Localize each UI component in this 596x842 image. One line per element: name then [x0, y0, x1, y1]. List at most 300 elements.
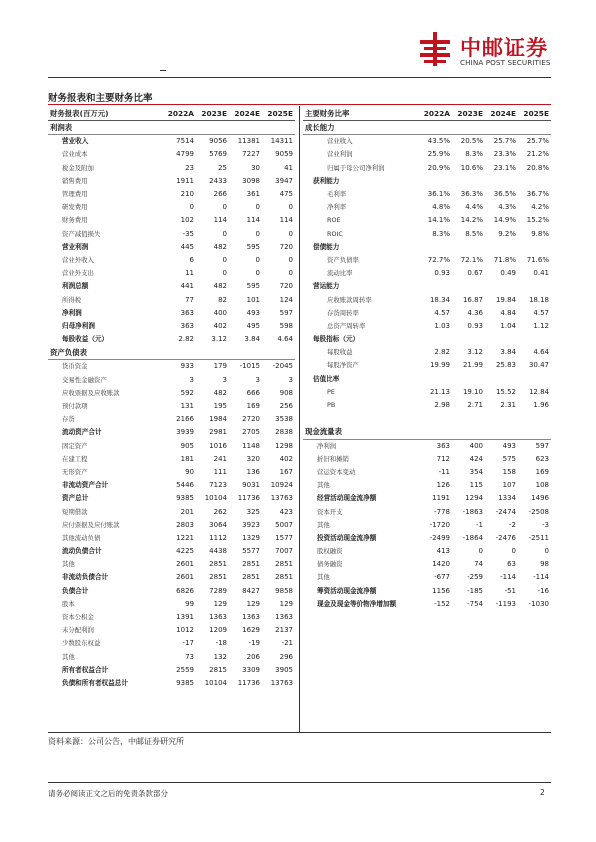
section-row: [303, 425, 551, 439]
cell-value: [229, 346, 262, 360]
table-row: [303, 214, 551, 227]
cell-value: 14.2%: [460, 216, 483, 225]
cell-value: 25: [218, 163, 227, 172]
cell-value: 400: [213, 308, 227, 317]
cell-value: 21.2%: [526, 150, 549, 159]
footer-divider: [48, 782, 551, 783]
column-divider: [299, 106, 300, 732]
row-label: 利润总额: [62, 282, 89, 291]
cell-value: 14.9%: [493, 216, 516, 225]
cell-value: 3064: [209, 520, 227, 529]
logo-text-cn: 中邮证券: [460, 36, 548, 60]
cell-value: 158: [502, 467, 516, 476]
row-label: 预付款项: [62, 402, 88, 411]
cell-value: 6826: [176, 586, 194, 595]
cell-value: [485, 425, 518, 439]
cell-value: 74: [474, 560, 483, 569]
cell-value: 2851: [209, 573, 227, 582]
cell-value: 1391: [176, 613, 194, 622]
row-label: 净利率: [327, 203, 347, 212]
cell-value: 4.2%: [531, 203, 549, 212]
table-row: [48, 532, 295, 545]
cell-value: -2511: [528, 533, 549, 542]
cell-value: 424: [469, 454, 483, 463]
cell-value: 666: [246, 388, 260, 397]
cell-value: [229, 121, 262, 135]
cell-value: 400: [469, 441, 483, 450]
cell-value: 2601: [176, 573, 194, 582]
cell-value: 129: [246, 599, 260, 608]
table-row: [48, 293, 295, 306]
cell-value: -19: [248, 639, 260, 648]
cell-value: 1.96: [533, 401, 549, 410]
cell-value: 0: [255, 255, 260, 264]
cell-value: -1864: [462, 533, 483, 542]
row-label: 归母净利润: [62, 321, 95, 330]
row-label: 应收票据及应收账款: [62, 388, 120, 397]
cell-value: -1015: [239, 362, 260, 371]
header-year: 2025E: [518, 106, 551, 121]
cell-value: 4.3%: [498, 203, 516, 212]
cell-value: 72.7%: [427, 255, 450, 264]
cell-value: 101: [246, 295, 260, 304]
cell-value: -1720: [429, 520, 450, 529]
cell-value: -114: [500, 573, 516, 582]
cell-value: 933: [180, 362, 194, 371]
cell-value: 3: [255, 375, 260, 384]
source-note: 资料来源：公司公告，中邮证券研究所: [48, 737, 184, 746]
row-label: 非流动资产合计: [62, 481, 109, 490]
cell-value: 206: [246, 652, 260, 661]
cell-value: 99: [185, 599, 194, 608]
table-row: [303, 466, 551, 479]
cell-value: 10924: [270, 481, 293, 490]
row-label: 营业外支出: [62, 269, 94, 278]
cell-value: [419, 241, 452, 254]
cell-value: -18: [215, 639, 227, 648]
cell-value: 3098: [242, 176, 260, 185]
row-label: 资产负债率: [327, 255, 359, 264]
table-row: [48, 360, 295, 374]
cell-value: 712: [436, 454, 450, 463]
cell-value: -51: [504, 586, 516, 595]
header-year: 2023E: [196, 106, 229, 121]
cell-value: 4.4%: [465, 203, 483, 212]
cell-value: 195: [213, 402, 227, 411]
table-row: [48, 545, 295, 558]
row-label: 应收账款周转率: [327, 295, 372, 304]
cell-value: 7123: [209, 481, 227, 490]
table-row: [303, 571, 551, 584]
row-label: PE: [327, 387, 335, 396]
row-label: 货币资金: [62, 362, 88, 371]
table-row: [48, 426, 295, 439]
cell-value: 1363: [275, 613, 293, 622]
cell-value: 9385: [176, 678, 194, 687]
table-row: [48, 519, 295, 532]
cell-value: 12.84: [528, 387, 549, 396]
row-label: 所有者权益合计: [62, 665, 109, 674]
row-label: 归属于母公司净利润: [327, 163, 385, 172]
cell-value: 363: [180, 308, 194, 317]
table-row: [48, 664, 295, 677]
cell-value: 595: [246, 242, 260, 251]
cell-value: [485, 175, 518, 188]
cell-value: 25.7%: [493, 137, 516, 146]
cell-value: 2851: [242, 573, 260, 582]
cell-value: 262: [213, 507, 227, 516]
table-row: [48, 188, 295, 201]
cell-value: [196, 121, 229, 135]
cell-value: -2508: [528, 507, 549, 516]
cell-value: 11736: [237, 494, 260, 503]
row-label: 其他: [317, 520, 330, 529]
cell-value: 2601: [176, 560, 194, 569]
table-row: [303, 519, 551, 532]
row-label: PB: [327, 401, 336, 410]
row-label: 流动资产合计: [62, 428, 102, 437]
table-row: [48, 400, 295, 413]
cell-value: 0: [255, 269, 260, 278]
cell-value: 0: [255, 203, 260, 212]
cell-value: [485, 121, 518, 135]
cell-value: 2559: [176, 665, 194, 674]
row-label: 资本公积金: [62, 613, 94, 622]
table-row: [48, 585, 295, 598]
table-row: [48, 333, 295, 346]
cell-value: 115: [469, 481, 483, 490]
row-label: 存货周转率: [327, 308, 359, 317]
cell-value: 4225: [176, 547, 194, 556]
cell-value: [518, 175, 551, 188]
cell-value: 21.99: [462, 361, 483, 370]
cell-value: 201: [180, 507, 194, 516]
cell-value: [262, 346, 295, 360]
table-row: [48, 241, 295, 254]
cell-value: -35: [182, 229, 194, 238]
table-row: [303, 267, 551, 280]
row-label: 交易性金融资产: [62, 375, 107, 384]
cell-value: 23.3%: [493, 150, 516, 159]
cell-value: -1193: [495, 599, 516, 608]
table-row: [48, 651, 295, 664]
cell-value: 5577: [242, 547, 260, 556]
cell-value: 72.1%: [460, 255, 483, 264]
cell-value: 598: [279, 321, 293, 330]
cell-value: 0: [222, 269, 227, 278]
row-label: 在建工程: [62, 454, 88, 463]
table-row: [48, 162, 295, 175]
cell-value: [518, 241, 551, 254]
cell-value: 21.13: [429, 387, 450, 396]
cell-value: 363: [436, 441, 450, 450]
table-row: [48, 611, 295, 624]
cell-value: 11: [185, 269, 194, 278]
table-row: [48, 307, 295, 320]
table-row: [48, 598, 295, 611]
cell-value: 720: [279, 282, 293, 291]
cell-value: 2.98: [434, 401, 450, 410]
row-label: ROIC: [327, 229, 343, 238]
row-label: 营业收入: [62, 137, 89, 146]
cell-value: [262, 121, 295, 135]
header-year: 2022A: [419, 106, 452, 121]
row-label: 营业成本: [62, 150, 88, 159]
cell-value: [518, 373, 551, 386]
cell-value: 0.67: [467, 269, 483, 278]
cell-value: 15.52: [495, 387, 516, 396]
table-row: [303, 373, 551, 386]
cell-value: 19.10: [462, 387, 483, 396]
table-row: [303, 558, 551, 571]
cell-value: 423: [279, 507, 293, 516]
cell-value: 4.57: [533, 308, 549, 317]
table-row: [303, 412, 551, 425]
cell-value: -2045: [272, 362, 293, 371]
cell-value: 597: [279, 308, 293, 317]
cell-value: 482: [213, 388, 227, 397]
cell-value: 7289: [209, 586, 227, 595]
cell-value: 1156: [432, 586, 450, 595]
table-row: [303, 201, 551, 214]
cell-value: 441: [180, 282, 194, 291]
cell-value: -1: [476, 520, 483, 529]
cell-value: -2476: [495, 533, 516, 542]
cell-value: 2838: [275, 428, 293, 437]
cell-value: 179: [213, 362, 227, 371]
cell-value: 0: [288, 269, 293, 278]
cell-value: 2.82: [178, 335, 194, 344]
row-label: 每股净资产: [327, 361, 359, 370]
row-label: 所得税: [62, 295, 82, 304]
cell-value: 1577: [275, 533, 293, 542]
cell-value: 36.3%: [460, 190, 483, 199]
table-row: [48, 214, 295, 227]
cell-value: [419, 425, 452, 439]
row-label: 获利能力: [313, 176, 340, 185]
cell-value: 10104: [204, 494, 227, 503]
cell-value: 0.49: [500, 269, 516, 278]
cell-value: -1030: [528, 599, 549, 608]
table-row: [48, 505, 295, 518]
cell-value: 256: [279, 402, 293, 411]
table-row: [303, 479, 551, 492]
cell-value: [452, 121, 485, 135]
cell-value: 1298: [275, 441, 293, 450]
row-label: 营运能力: [313, 282, 340, 291]
table-row: [48, 624, 295, 637]
cell-value: 1.12: [533, 321, 549, 330]
cell-value: 19.84: [495, 295, 516, 304]
row-label: 营业外收入: [62, 255, 94, 264]
cell-value: 20.8%: [526, 163, 549, 172]
cell-value: 19.99: [429, 361, 450, 370]
row-label: 固定资产: [62, 441, 88, 450]
cell-value: [452, 412, 485, 425]
row-label: 其他: [317, 573, 330, 582]
cell-value: -16: [537, 586, 549, 595]
cell-value: 3939: [176, 428, 194, 437]
cell-value: 36.7%: [526, 190, 549, 199]
cell-value: 1363: [242, 613, 260, 622]
row-label: [303, 412, 419, 425]
header-label: 主要财务比率: [303, 106, 419, 121]
company-logo: [418, 30, 578, 70]
financial-statements-table: [48, 106, 295, 690]
cell-value: 6: [189, 255, 194, 264]
table-row: [48, 387, 295, 400]
row-label: 折旧和摊销: [317, 454, 349, 463]
cell-value: 9059: [275, 150, 293, 159]
cell-value: 493: [246, 308, 260, 317]
cell-value: -259: [467, 573, 483, 582]
cell-value: 1209: [209, 626, 227, 635]
cell-value: 595: [246, 282, 260, 291]
cell-value: 575: [502, 454, 516, 463]
title-underline: [48, 104, 551, 105]
cell-value: [419, 333, 452, 346]
cell-value: 592: [180, 388, 194, 397]
cell-value: 266: [213, 190, 227, 199]
cell-value: -11: [438, 467, 450, 476]
cell-value: 3309: [242, 665, 260, 674]
cell-value: 129: [213, 599, 227, 608]
table-row: [303, 492, 551, 505]
cell-value: 361: [246, 190, 260, 199]
cell-value: 4438: [209, 547, 227, 556]
row-label: 现金及现金等价物净增加额: [317, 599, 397, 608]
cell-value: 482: [213, 282, 227, 291]
cell-value: 325: [246, 507, 260, 516]
row-label: 每股收益: [327, 348, 353, 357]
row-label: 毛利率: [327, 190, 347, 199]
cell-value: 107: [502, 481, 516, 490]
cell-value: 108: [535, 481, 549, 490]
cell-value: 1363: [209, 613, 227, 622]
table-bottom-rule: [48, 732, 551, 733]
row-label: 其他: [317, 481, 330, 490]
cell-value: 7007: [275, 547, 293, 556]
header-year: 2022A: [163, 106, 196, 121]
cell-value: 9.2%: [498, 229, 516, 238]
cell-value: 3.12: [211, 335, 227, 344]
cell-value: 3947: [275, 176, 293, 185]
cell-value: 1984: [209, 415, 227, 424]
table-row: [303, 148, 551, 161]
cell-value: 1911: [176, 176, 194, 185]
cell-value: 73: [185, 652, 194, 661]
cell-value: 126: [436, 481, 450, 490]
cell-value: 2.71: [467, 401, 483, 410]
row-label: 股权融资: [317, 547, 343, 556]
cell-value: 0: [255, 229, 260, 238]
cell-value: 2137: [275, 626, 293, 635]
cell-value: 1629: [242, 626, 260, 635]
row-label: 其他: [62, 652, 75, 661]
cell-value: 9031: [242, 481, 260, 490]
cell-value: -1863: [462, 507, 483, 516]
cell-value: 493: [502, 441, 516, 450]
cell-value: 0.41: [533, 269, 549, 278]
cell-value: 3: [288, 375, 293, 384]
cell-value: 43.5%: [427, 137, 450, 146]
table-row: [303, 505, 551, 518]
cell-value: 8.3%: [465, 150, 483, 159]
cell-value: 14.1%: [427, 216, 450, 225]
row-label: 存货: [62, 415, 75, 424]
row-label: 其他流动负债: [62, 533, 101, 542]
cell-value: [518, 412, 551, 425]
table-row: [48, 440, 295, 453]
cell-value: [452, 373, 485, 386]
cell-value: [163, 346, 196, 360]
table-row: [48, 571, 295, 584]
section-title: 财务报表和主要财务比率: [48, 93, 153, 104]
cell-value: 363: [180, 321, 194, 330]
cell-value: [518, 280, 551, 293]
cell-value: 131: [180, 402, 194, 411]
cell-value: 0: [222, 229, 227, 238]
header-tick: [160, 70, 166, 71]
cell-value: 0: [288, 229, 293, 238]
cell-value: 18.34: [429, 295, 450, 304]
cell-value: 241: [213, 454, 227, 463]
cell-value: 402: [213, 321, 227, 330]
cell-value: 2851: [275, 560, 293, 569]
table-row: [303, 228, 551, 241]
cell-value: [485, 280, 518, 293]
table-row: [48, 320, 295, 333]
table-row: [48, 374, 295, 387]
row-label: 负债合计: [62, 586, 89, 595]
cell-value: 5769: [209, 150, 227, 159]
table-row: [303, 162, 551, 175]
cell-value: 11381: [237, 137, 260, 146]
cell-value: 132: [213, 652, 227, 661]
cell-value: 102: [180, 216, 194, 225]
cell-value: 908: [279, 388, 293, 397]
cell-value: 18.18: [528, 295, 549, 304]
row-label: 销售费用: [62, 176, 88, 185]
cell-value: 124: [279, 295, 293, 304]
cell-value: 0: [288, 255, 293, 264]
cell-value: 4.64: [277, 335, 293, 344]
cell-value: [196, 346, 229, 360]
cell-value: 7227: [242, 150, 260, 159]
cell-value: 4.84: [500, 308, 516, 317]
cell-value: 169: [246, 402, 260, 411]
cell-value: 623: [535, 454, 549, 463]
cell-value: 1112: [209, 533, 227, 542]
cell-value: 14311: [270, 137, 293, 146]
cell-value: 2.31: [500, 401, 516, 410]
row-label: 财务费用: [62, 216, 88, 225]
table-row: [303, 453, 551, 466]
table-row: [303, 532, 551, 545]
cell-value: 5446: [176, 481, 194, 490]
table-row: [48, 201, 295, 214]
row-label: 未分配利润: [62, 626, 94, 635]
row-label: 无形资产: [62, 467, 88, 476]
cell-value: 1420: [432, 560, 450, 569]
table-row: [48, 267, 295, 280]
cell-value: 71.6%: [526, 255, 549, 264]
cell-value: 129: [279, 599, 293, 608]
cell-value: 0: [544, 547, 549, 556]
row-label: 营业利润: [327, 150, 353, 159]
header-divider: [48, 77, 551, 78]
cell-value: 114: [213, 216, 227, 225]
